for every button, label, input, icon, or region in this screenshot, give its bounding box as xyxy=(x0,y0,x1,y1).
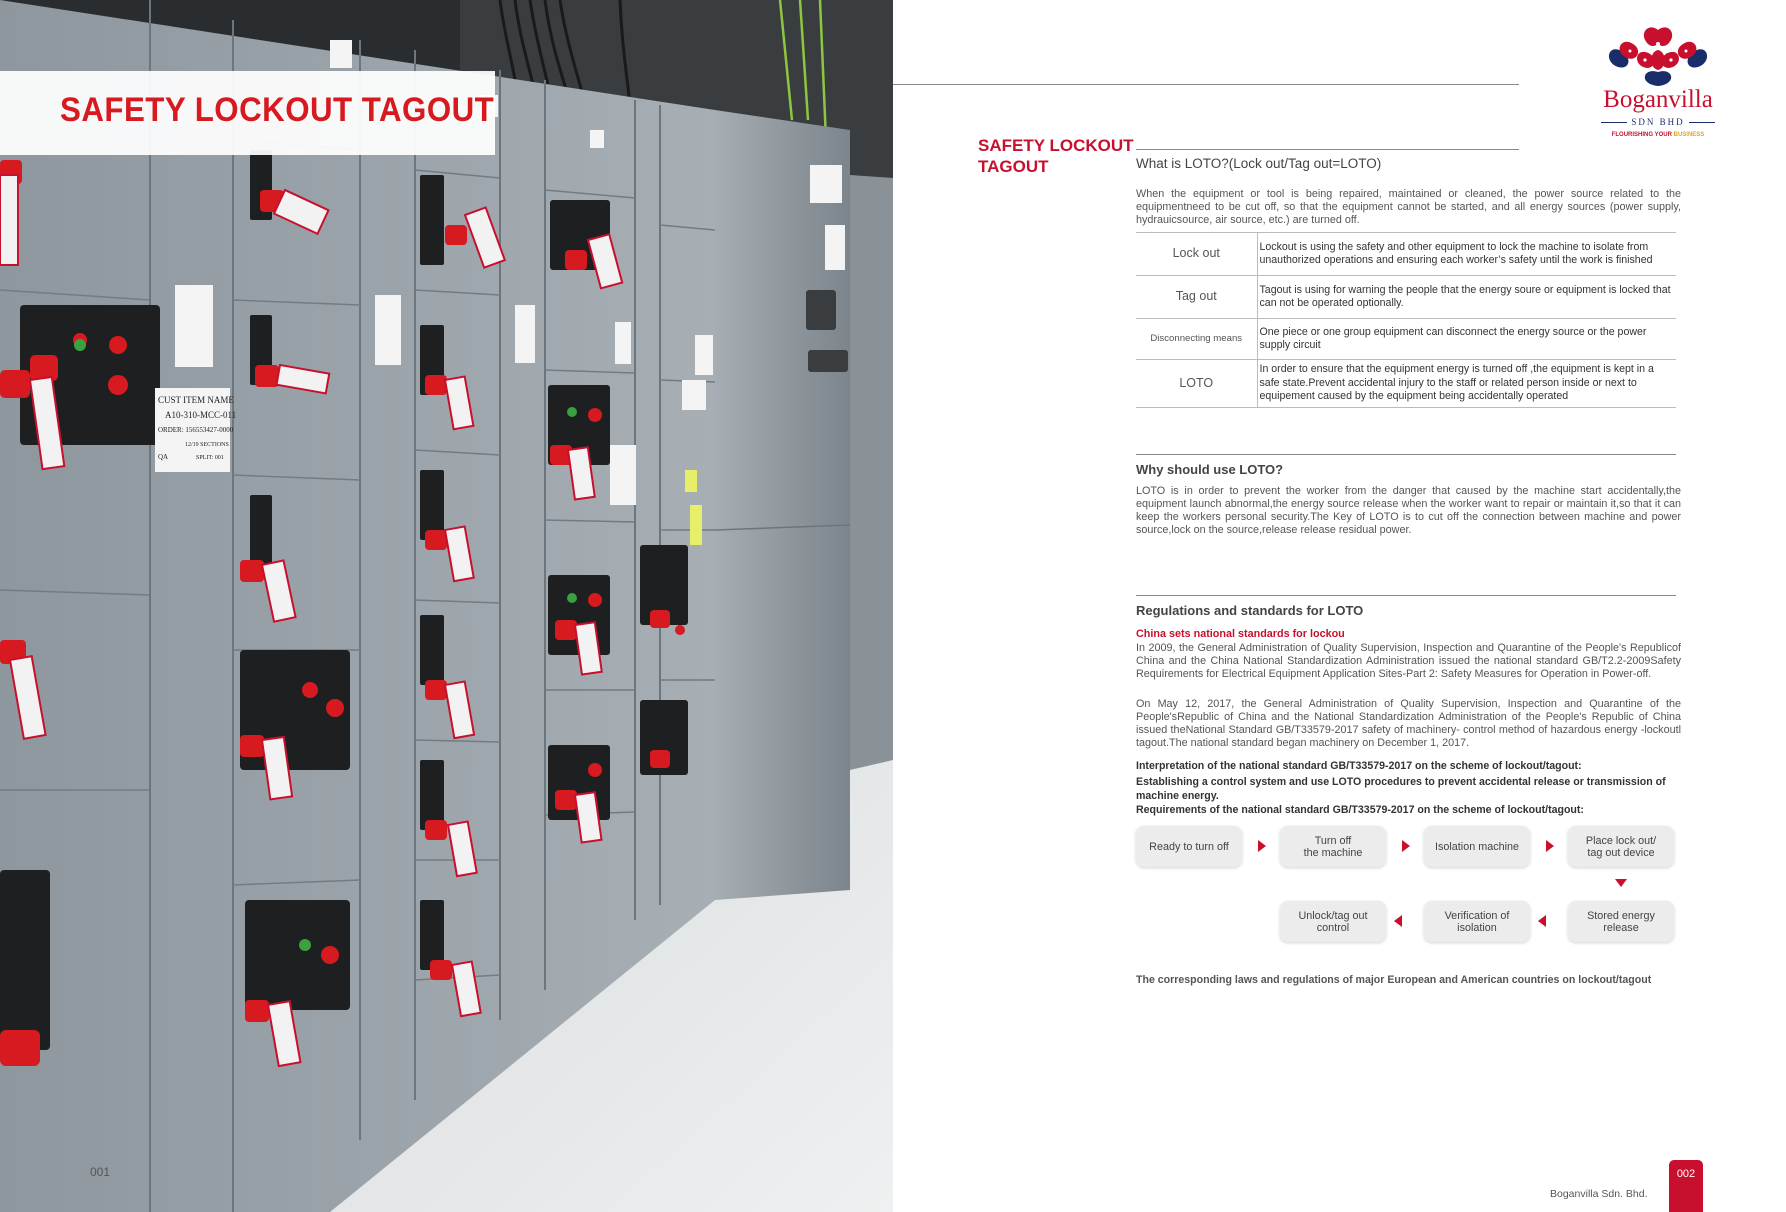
flow-step-turn-off-machine: Turn off the machine xyxy=(1280,826,1386,867)
arrow-right-icon xyxy=(1546,840,1554,852)
left-page-title: SAFETY LOCKOUT TAGOUT xyxy=(60,91,495,129)
right-page-content xyxy=(893,0,1786,1212)
flow-step-isolation-machine: Isolation machine xyxy=(1424,826,1530,867)
regulations-paragraph-1: In 2009, the General Administration of Quality Supervision, Inspection and Quarantine of the People's Republicof China and the China National Standardization Administration issued the national standard GB/T2.2-2009Safety Requirements for Electrical Equipment Application Sites-Part 2: Safety Measures for Operation in Power-off. xyxy=(1136,642,1681,680)
definition-text: Tagout is using for warning the people that the energy soure or equipment is locked that can not be operated optionally. xyxy=(1257,276,1676,319)
arrow-right-icon xyxy=(1258,840,1266,852)
definition-term: Disconnecting means xyxy=(1136,319,1257,360)
table-row xyxy=(1136,276,1676,319)
flow-step-stored-energy: Stored energy release xyxy=(1568,901,1674,942)
boganvilla-logo xyxy=(1583,22,1733,142)
heading-rule xyxy=(1136,149,1519,150)
regulations-heading: Regulations and standards for LOTO xyxy=(1136,603,1364,618)
photo-label-line2: A10-310-MCC-011 xyxy=(165,410,237,420)
section-title: SAFETY LOCKOUT TAGOUT xyxy=(978,136,1134,176)
photo-label-line3: ORDER: 156553427-0000 xyxy=(158,426,234,434)
table-row xyxy=(1136,233,1676,276)
logo-tagline xyxy=(1583,132,1733,138)
photo-label-line6: SPLIT: 001 xyxy=(196,455,224,461)
top-rule xyxy=(893,84,1519,85)
definition-term: Tag out xyxy=(1136,276,1257,319)
table-row xyxy=(1136,360,1676,408)
interpretation-heading: Interpretation of the national standard GB/T33579-2017 on the scheme of lockout/tagout: xyxy=(1136,760,1582,772)
arrow-down-icon xyxy=(1615,879,1627,887)
definition-term: Lock out xyxy=(1136,233,1257,276)
flow-step-ready-to-turn-off: Ready to turn off xyxy=(1136,826,1242,867)
interpretation-text: Establishing a control system and use LOTO procedures to prevent accidental release or transmission of machine energy. xyxy=(1136,776,1666,802)
logo-tagline-red: FLOURISHING YOUR xyxy=(1611,132,1672,138)
what-is-intro: When the equipment or tool is being repaired, maintained or cleaned, the power source related to the equipmentneed to be cut off, so that the equipment cannot be started, and all energy sources (power supply, hydrauicsource, air source, etc.) are turned off. xyxy=(1136,188,1681,226)
regulations-paragraph-2: On May 12, 2017, the General Administration of Quality Supervision, Inspection and Quarantine of the People'sRepublic of China and the National Standardization Administration of the People's Republic of China issued theNational Standard GB/T33579-2017 safety of machinery- control method of hazardous energy -lockoutl tagout.The national standard began machinery on December 1, 2017. xyxy=(1136,698,1681,749)
title-band xyxy=(0,71,495,155)
why-text: LOTO is in order to prevent the worker from the danger that caused by the machine start accidentally,the equipment launch abnormal,the energy source release when the worker want to repair or maintain it,so that it can keep the workers personal security.The Key of LOTO is to cut off the connection between machine and power source,lock on the source,release release residual power. xyxy=(1136,485,1681,536)
definition-text: In order to ensure that the equipment energy is turned off ,the equipment is kept in a safe state.Prevent accidental injury to the staff or related person inside or next to equipement caused by the equipment being accidentally operated xyxy=(1257,360,1676,408)
bougainvillea-flower-icon xyxy=(1583,22,1733,88)
logo-sub: SDN BHD xyxy=(1583,117,1733,127)
definition-text: One piece or one group equipment can disconnect the energy source or the power supply circuit xyxy=(1257,319,1676,360)
photo-label-line5: QA xyxy=(158,453,169,461)
footer-note: The corresponding laws and regulations of major European and American countries on lockout/tagout xyxy=(1136,974,1652,986)
definition-text: Lockout is using the safety and other equipment to lock the machine to isolate from unauthorized operations and ensuring each worker’s safety until the work is finished xyxy=(1257,233,1676,276)
page-number-tab: 002 xyxy=(1669,1160,1703,1212)
logo-tagline-gold: BUSINESS xyxy=(1673,132,1705,138)
photo-label-line4: 12/19 SECTIONS xyxy=(185,442,229,448)
arrow-left-icon xyxy=(1538,915,1546,927)
table-row xyxy=(1136,319,1676,360)
why-heading: Why should use LOTO? xyxy=(1136,462,1284,477)
definition-term: LOTO xyxy=(1136,360,1257,408)
page-number-left: 001 xyxy=(90,1165,111,1179)
requirements-heading: Requirements of the national standard GB/T33579-2017 on the scheme of lockout/tagout: xyxy=(1136,804,1584,816)
regulations-rule xyxy=(1136,595,1676,596)
flow-step-place-lock-out: Place lock out/ tag out device xyxy=(1568,826,1674,867)
flow-step-unlock-tag-out: Unlock/tag out control xyxy=(1280,901,1386,942)
logo-name: Boganvilla xyxy=(1603,86,1713,113)
what-is-heading: What is LOTO?(Lock out/Tag out=LOTO) xyxy=(1136,156,1382,171)
definitions-table xyxy=(1136,232,1676,408)
flow-step-verification: Verification of isolation xyxy=(1424,901,1530,942)
arrow-right-icon xyxy=(1402,840,1410,852)
photo-label-line1: CUST ITEM NAME xyxy=(158,395,234,405)
footer-company: Boganvilla Sdn. Bhd. xyxy=(1550,1188,1648,1200)
why-rule xyxy=(1136,454,1676,455)
arrow-left-icon xyxy=(1394,915,1402,927)
regulations-subheading: China sets national standards for lockou xyxy=(1136,628,1345,640)
